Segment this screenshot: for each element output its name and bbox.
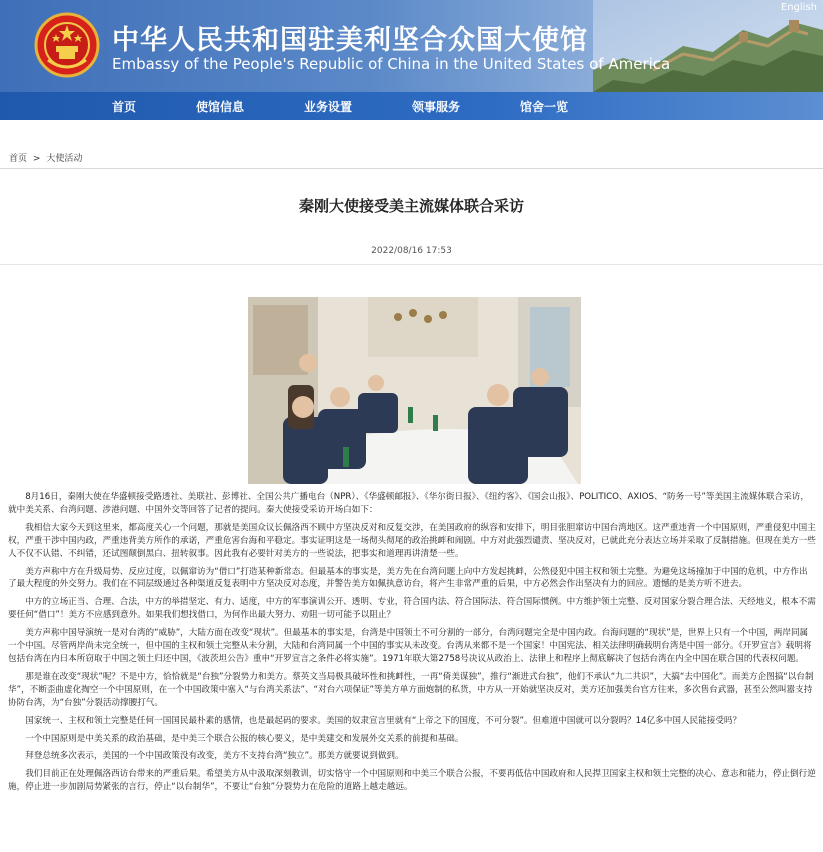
nav-item-embassy-info[interactable]: 使馆信息 xyxy=(196,99,245,114)
article-paragraph: 我们目前正在处理佩洛西访台带来的严重后果。希望美方从中汲取深刻教训，切实恪守一个中国原则和中美三个联合公报，不要再低估中国政府和人民捍卫国家主权和领土完整的决心、意志和能力，停止倒行逆施，停止进一步加剧局势紧张的言行，停止“以台制华”，不要让“台独”分裂势力在危险的道路上越走越远。 xyxy=(8,769,816,793)
header-banner xyxy=(0,0,823,92)
article-paragraph: 8月16日，秦刚大使在华盛顿接受路透社、美联社、彭博社、全国公共广播电台（NPR）、《华盛顿邮报》、《华尔街日报》、《纽约客》、《国会山报》、POLITICO、AXIOS、“防务一号”等美国主流媒体联合采访，就中美关系、台湾问题、涉港问题、中国外交等回答了记者的提问。秦大使接受采访开场白如下： xyxy=(8,492,809,515)
article-paragraph: 我相信大家今天到这里来，都高度关心一个问题，那就是美国众议长佩洛西不顾中方坚决反对和反复交涉，在美国政府的纵容和安排下，明目张胆窜访中国台湾地区。这严重违背一个中国原则，严重侵犯中国主权，严重干涉中国内政，严重违背美方所作的承诺，严重危害台海和平稳定。事实证明这是一场彻头彻尾的政治挑衅和闹剧。中方对此强烈谴责、坚决反对，已就此充分表达立场并采取了反制措施。但现在美方一些人不仅不认错、不纠错，还试图颠倒黑白、扭转叙事。因此我有必要针对美方的一些说法，把事实和道理再讲清楚一些。 xyxy=(8,522,816,559)
nav-item-business[interactable]: 业务设置 xyxy=(304,99,353,114)
breadcrumb-home[interactable]: 首页 xyxy=(9,154,28,164)
article-paragraph: 中方的立场正当、合理、合法，中方的举措坚定、有力、适度，中方的军事演训公开、透明、专业，符合国内法、符合国际法、符合国际惯例。中方维护领土完整、反对国家分裂合理合法、天经地义，根本不需要任何“借口”！美方不应感到意外。如果我们想找借口，为何作出最大努力、劝阻一切可能予以阻止？ xyxy=(8,597,816,621)
great-wall-image xyxy=(593,0,823,92)
embassy-title-cn: 中华人民共和国驻美利坚合众国大使馆 xyxy=(112,25,588,56)
interview-photo xyxy=(248,297,581,484)
article-title: 秦刚大使接受美主流媒体联合采访 xyxy=(298,197,524,215)
nav-item-home[interactable]: 首页 xyxy=(112,99,137,114)
divider xyxy=(0,264,823,265)
nav-item-premises[interactable]: 馆舍一览 xyxy=(520,99,569,114)
breadcrumb-separator: > xyxy=(32,154,41,164)
article-body xyxy=(8,491,816,799)
article-paragraph: 美方声称中方在升级局势、反应过度，以佩窜访为“借口”打造某种新常态。但最基本的事实是，美方先在台湾问题上向中方发起挑衅，公然侵犯中国主权和领土完整。为避免这场撞加于中国的危机，中方作出了最大程度的外交努力。我们在不同层级通过各种渠道反复表明中方坚决反对态度，并警告美方如佩执意访台，将产生非常严重的后果，中方必然会作出坚决有力的回应。遗憾的是美方听不进去。 xyxy=(8,566,808,590)
embassy-title-en: Embassy of the People's Republic of China in the United States of America xyxy=(112,55,671,73)
divider xyxy=(0,168,823,169)
article-paragraph: 那是谁在改变“现状”呢？不是中方，恰恰就是“台独”分裂势力和美方。蔡英文当局极具破坏性和挑衅性，一再“倚美谋独”，推行“渐进式台独”，他们不承认“九二共识”，大搞“去中国化”。而美方企图搞“以台制华”，不断歪曲虚化掏空一个中国原则，在一个中国政策中塞入“与台湾关系法”、“对台六项保证”等美方单方面炮制的私货，中方从一开始就坚决反对，美方还加强美台官方往来，多次售台武器，甚至公然叫嚣支持协防台湾，为“台独”分裂活动撑腰打气。 xyxy=(8,671,814,708)
breadcrumb xyxy=(9,151,85,164)
english-link[interactable]: English xyxy=(780,2,817,13)
main-nav xyxy=(0,92,823,120)
national-emblem-icon xyxy=(34,12,100,78)
article-date: 2022/08/16 17:53 xyxy=(371,246,452,256)
article-paragraph: 国家统一、主权和领土完整是任何一国国民最朴素的感情，也是最起码的要求。美国的奴隶宣言里就有“上帝之下的国度，不可分裂”。但难道中国就可以分裂吗？14亿多中国人民能接受吗？ xyxy=(25,715,742,726)
article-paragraph: 美方声称中国导演统一是对台湾的“威胁”，大陆方面在改变“现状”。但最基本的事实是，台湾是中国领土不可分割的一部分，台湾问题完全是中国内政。台海问题的“现状”是，世界上只有一个中国，两岸同属一个中国。尽管两岸尚未完全统一，但中国的主权和领土完整从未分割，大陆和台湾同属一个中国的事实从未改变。台湾从来都不是一个国家！中国宪法、相关法律明确载明台湾是中国一部分。《开罗宣言》载明将包括台湾在内日本所窃取于中国之领土归还中国，《波茨坦公告》重申“开罗宣言之条件必将实施”。1971年联大第2758号决议从政治上、法律上和程序上彻底解决了包括台湾在内全中国在联合国的代表权问题。 xyxy=(8,628,812,664)
article-paragraph: 一个中国原则是中美关系的政治基础，是中美三个联合公报的核心要义，是中美建交和发展外交关系的前提和基础。 xyxy=(25,733,464,744)
article-paragraph: 拜登总统多次表示，美国的一个中国政策没有改变，美方不支持台湾“独立”。那美方就要说到做到。 xyxy=(25,751,404,762)
nav-item-consular[interactable]: 领事服务 xyxy=(412,99,461,114)
breadcrumb-current[interactable]: 大使活动 xyxy=(46,154,83,164)
